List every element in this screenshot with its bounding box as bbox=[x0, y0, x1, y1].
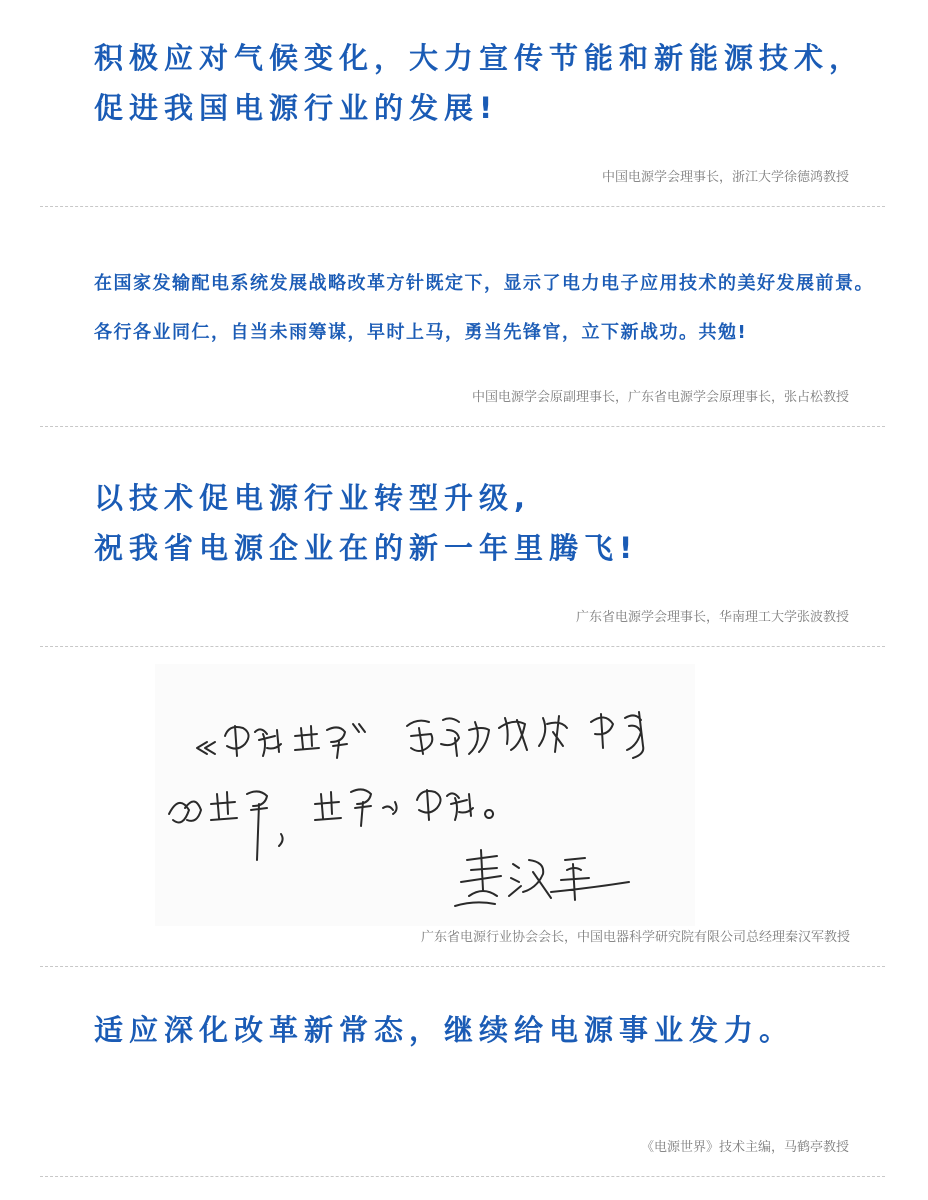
quote-line: 适应深化改革新常态，继续给电源事业发力。 bbox=[94, 1013, 795, 1047]
attribution: 《电源世界》技术主编，马鹤亭教授 bbox=[640, 1140, 849, 1155]
attribution: 广东省电源学会理事长，华南理工大学张波教授 bbox=[575, 610, 849, 625]
attribution: 中国电源学会理事长，浙江大学徐德鸿教授 bbox=[601, 170, 849, 185]
quote-line: 促进我国电源行业的发展! bbox=[94, 91, 499, 125]
quote-line: 积极应对气候变化，大力宣传节能和新能源技术， bbox=[94, 41, 865, 75]
quote-line: 在国家发输配电系统发展战略改革方针既定下，显示了电力电子应用技术的美好发展前景。 bbox=[94, 273, 874, 294]
quote-line: 祝我省电源企业在的新一年里腾飞! bbox=[94, 531, 639, 565]
divider bbox=[40, 1176, 885, 1177]
quote-line: 各行各业同仁，自当未雨筹谋，早时上马，勇当先锋官，立下新战功。共勉! bbox=[94, 322, 748, 343]
attribution: 广东省电源行业协会会长，中国电器科学研究院有限公司总经理秦汉军教授 bbox=[420, 930, 850, 945]
attribution: 中国电源学会原副理事长，广东省电源学会原理事长，张占松教授 bbox=[471, 390, 849, 405]
quote-line: 以技术促电源行业转型升级, bbox=[94, 481, 532, 515]
